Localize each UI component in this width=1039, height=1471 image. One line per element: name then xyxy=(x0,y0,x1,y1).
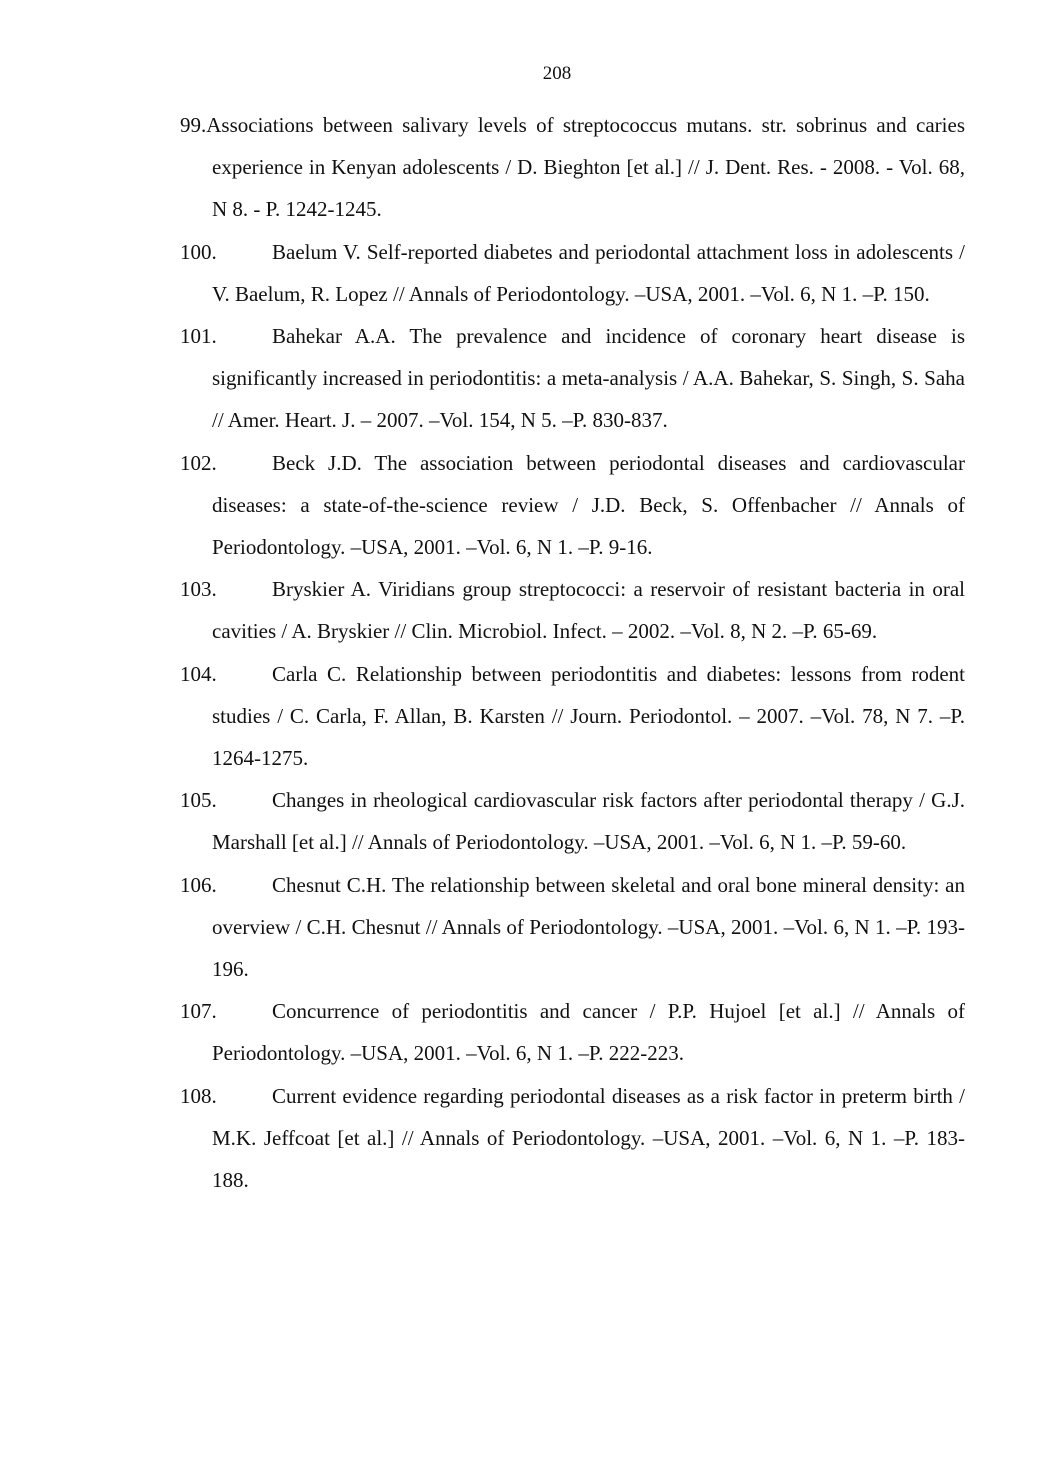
reference-number: 99. xyxy=(180,113,207,137)
reference-number: 108. xyxy=(180,1083,217,1108)
reference-text: Concurrence of periodontitis and cancer / P.P. Hujoel [et al.] // Annals of Periodontology. –USA, 2001. –Vol. 6, N 1. –P. 222-223. xyxy=(212,999,965,1066)
reference-text: Current evidence regarding periodontal diseases as a risk factor in preterm birth / M.K. Jeffcoat [et al.] // Annals of Periodontology. –USA, 2001. –Vol. 6, N 1. –P. 183-188. xyxy=(212,1083,965,1193)
reference-item xyxy=(180,231,965,315)
reference-item xyxy=(180,1075,965,1202)
reference-item xyxy=(180,568,965,652)
reference-number: 107. xyxy=(180,999,217,1024)
reference-number: 100. xyxy=(180,239,217,264)
reference-text: Carla C. Relationship between periodontitis and diabetes: lessons from rodent studies / C. Carla, F. Allan, B. Karsten // Journ. Periodontol. – 2007. –Vol. 78, N 7. –P. 1264-1275. xyxy=(212,661,965,771)
reference-item xyxy=(180,653,965,780)
reference-number: 105. xyxy=(180,788,217,813)
reference-number: 101. xyxy=(180,324,217,349)
page-number: 208 xyxy=(542,63,572,84)
reference-number: 106. xyxy=(180,872,217,897)
reference-item xyxy=(180,104,965,231)
reference-item xyxy=(180,779,965,863)
reference-text: Baelum V. Self-reported diabetes and periodontal attachment loss in adolescents / V. Baelum, R. Lopez // Annals of Periodontology. –USA, 2001. –Vol. 6, N 1. –P. 150. xyxy=(212,239,965,306)
reference-text: Associations between salivary levels of streptococcus mutans. str. sobrinus and caries experience in Kenyan adolescents / D. Bieghton [et al.] // J. Dent. Res. - 2008. - Vol. 68, N 8. - P. 1242-1245. xyxy=(206,113,965,222)
reference-item xyxy=(180,990,965,1074)
reference-item xyxy=(180,315,965,442)
reference-list xyxy=(180,104,965,1201)
reference-number: 102. xyxy=(180,450,217,475)
reference-number: 103. xyxy=(180,577,217,602)
reference-number: 104. xyxy=(180,661,217,686)
reference-text: Bryskier A. Viridians group streptococci: a reservoir of resistant bacteria in oral cavities / A. Bryskier // Clin. Microbiol. Infect. – 2002. –Vol. 8, N 2. –P. 65-69. xyxy=(212,577,965,644)
reference-item xyxy=(180,442,965,569)
reference-text: Chesnut C.H. The relationship between skeletal and oral bone mineral density: an overview / C.H. Chesnut // Annals of Periodontology. –USA, 2001. –Vol. 6, N 1. –P. 193-196. xyxy=(212,872,965,982)
reference-text: Changes in rheological cardiovascular risk factors after periodontal therapy / G.J. Marshall [et al.] // Annals of Periodontology. –USA, 2001. –Vol. 6, N 1. –P. 59-60. xyxy=(212,788,965,855)
reference-text: Bahekar A.A. The prevalence and incidence of coronary heart disease is significantly increased in periodontitis: a meta-analysis / A.A. Bahekar, S. Singh, S. Saha // Amer. Heart. J. – 2007. –Vol. 154, N 5. –P. 830-837. xyxy=(212,324,965,433)
reference-item xyxy=(180,864,965,991)
reference-text: Beck J.D. The association between periodontal diseases and cardiovascular diseases: a state-of-the-science review / J.D. Beck, S. Offenbacher // Annals of Periodontology. –USA, 2001. –Vol. 6, N 1. –P. 9-16. xyxy=(212,450,965,560)
